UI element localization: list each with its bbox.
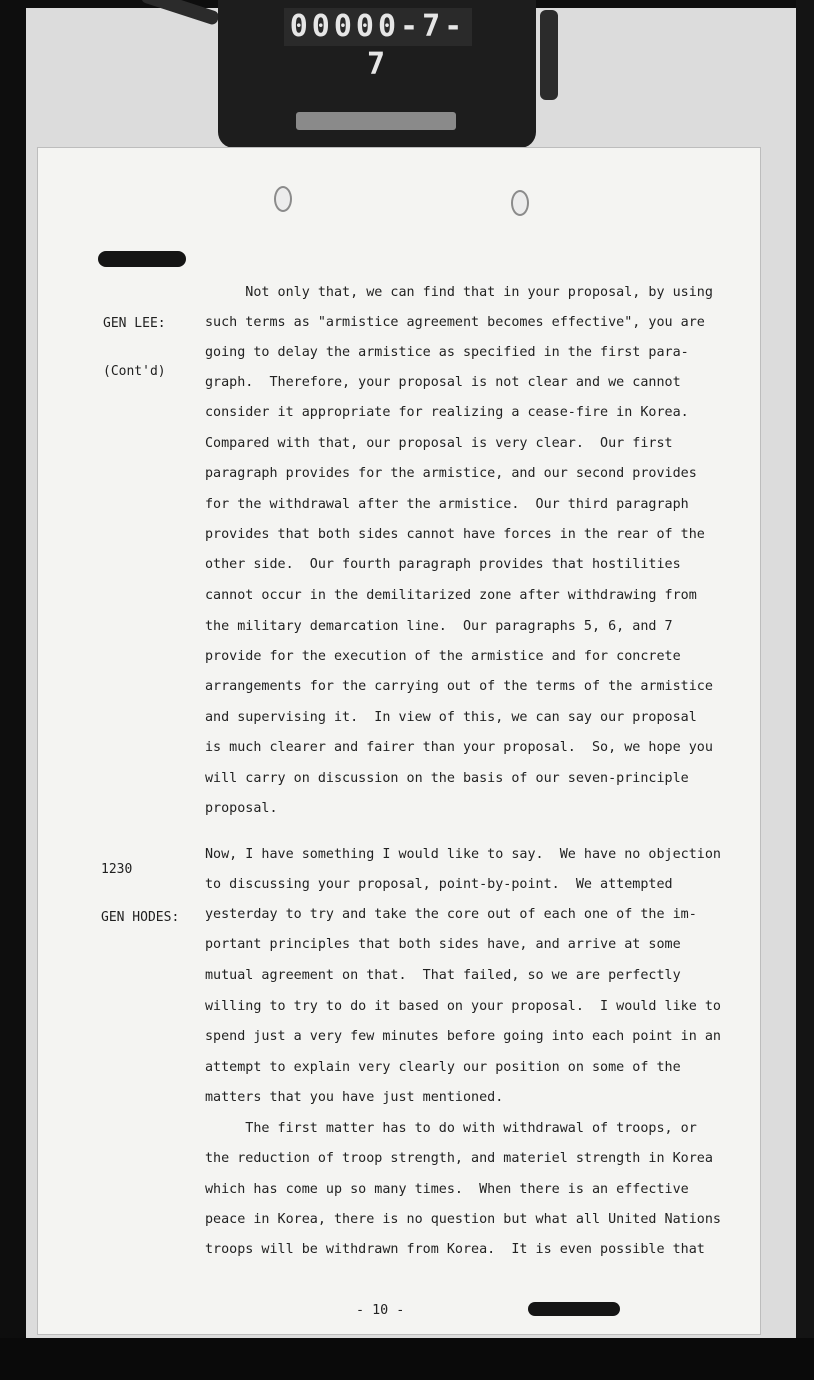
- text-line: arrangements for the carrying out of the terms of the armistice: [205, 679, 713, 694]
- redaction-mark-bottom: [528, 1302, 620, 1316]
- punch-hole-left: [274, 186, 292, 212]
- text-line: such terms as "armistice agreement becomes effective", you are: [205, 315, 705, 330]
- text-line: consider it appropriate for realizing a cease-fire in Korea.: [205, 405, 689, 420]
- speaker-gen-lee: [103, 284, 166, 396]
- text-line: matters that you have just mentioned.: [205, 1090, 504, 1105]
- film-bottom-border: [0, 1338, 814, 1380]
- frame-counter: [218, 0, 536, 148]
- counter-slot: [296, 112, 456, 130]
- text-line: for the withdrawal after the armistice. Our third paragraph: [205, 497, 689, 512]
- text-line: to discussing your proposal, point-by-point. We attempted: [205, 877, 673, 892]
- text-line: provide for the execution of the armistice and for concrete: [205, 649, 681, 664]
- speaker-time: 1230: [101, 862, 133, 877]
- counter-cable: [540, 10, 558, 100]
- counter-digits: 00000-7-7: [284, 8, 472, 46]
- speaker-gen-hodes: [101, 830, 179, 942]
- text-line: mutual agreement on that. That failed, so we are perfectly: [205, 968, 681, 983]
- text-line: will carry on discussion on the basis of our seven-principle: [205, 771, 689, 786]
- film-edge: [796, 0, 814, 1380]
- text-line: cannot occur in the demilitarized zone after withdrawing from: [205, 588, 697, 603]
- text-line: attempt to explain very clearly our position on some of the: [205, 1060, 681, 1075]
- text-line: Not only that, we can find that in your proposal, by using: [205, 285, 713, 300]
- text-line: proposal.: [205, 801, 278, 816]
- redaction-mark-top: [98, 251, 186, 267]
- text-line: peace in Korea, there is no question but what all United Nations: [205, 1212, 721, 1227]
- text-line: is much clearer and fairer than your proposal. So, we hope you: [205, 740, 713, 755]
- text-line: The first matter has to do with withdrawal of troops, or: [205, 1121, 697, 1136]
- text-line: yesterday to try and take the core out of each one of the im-: [205, 907, 697, 922]
- text-line: other side. Our fourth paragraph provides that hostilities: [205, 557, 681, 572]
- speaker-name: GEN HODES:: [101, 910, 180, 925]
- text-line: which has come up so many times. When there is an effective: [205, 1182, 689, 1197]
- text-line: Compared with that, our proposal is very clear. Our first: [205, 436, 673, 451]
- text-line: Now, I have something I would like to say. We have no objection: [205, 847, 721, 862]
- text-line: provides that both sides cannot have forces in the rear of the: [205, 527, 705, 542]
- text-line: spend just a very few minutes before going into each point in an: [205, 1029, 721, 1044]
- text-line: the reduction of troop strength, and materiel strength in Korea: [205, 1151, 713, 1166]
- text-line: troops will be withdrawn from Korea. It is even possible that: [205, 1242, 705, 1257]
- text-line: graph. Therefore, your proposal is not clear and we cannot: [205, 375, 681, 390]
- text-line: the military demarcation line. Our paragraphs 5, 6, and 7: [205, 619, 673, 634]
- text-line: portant principles that both sides have, and arrive at some: [205, 937, 681, 952]
- page-number: - 10 -: [356, 1303, 405, 1318]
- speaker-name: GEN LEE:: [103, 316, 166, 331]
- punch-hole-right: [511, 190, 529, 216]
- text-line: paragraph provides for the armistice, and our second provides: [205, 466, 697, 481]
- text-line: willing to try to do it based on your proposal. I would like to: [205, 999, 721, 1014]
- text-line: going to delay the armistice as specified in the first para-: [205, 345, 689, 360]
- speaker-note: (Cont'd): [103, 364, 166, 379]
- text-line: and supervising it. In view of this, we can say our proposal: [205, 710, 697, 725]
